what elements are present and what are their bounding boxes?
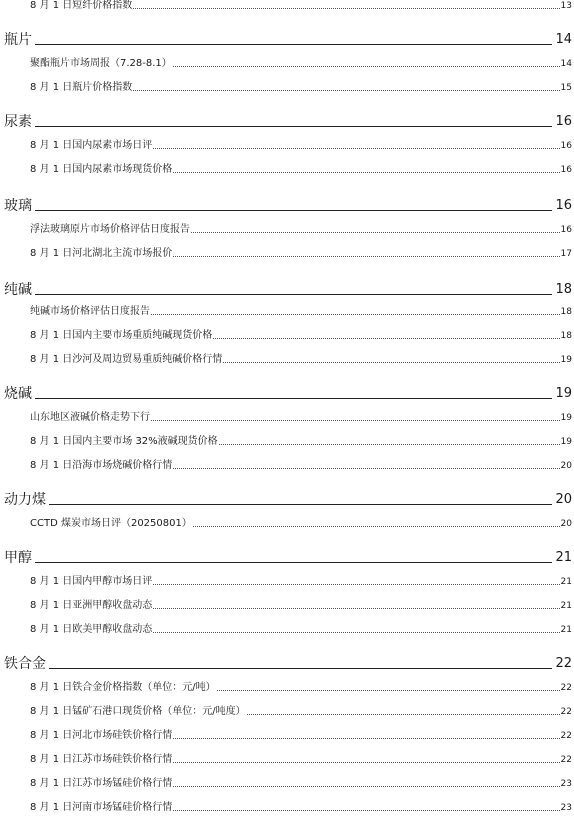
page-number: 19 [560, 413, 572, 423]
toc-section-heading[interactable] [4, 198, 572, 214]
page-number: 17 [560, 249, 572, 259]
leader-line [173, 762, 559, 763]
page-number: 23 [560, 779, 572, 789]
leader-line [193, 526, 560, 527]
page-number: 22 [560, 707, 572, 717]
entry-title: 8 月 1 日国内尿素市场现货价格 [30, 164, 173, 175]
page-number: 18 [560, 331, 572, 341]
entry-title: 8 月 1 日铁合金价格指数（单位：元/吨） [30, 682, 216, 693]
page-number: 16 [560, 225, 572, 235]
page-number: 19 [560, 437, 572, 447]
section-title: 甲醇 [4, 550, 32, 566]
leader-line [173, 810, 559, 811]
entry-title: 8 月 1 日锰矿石港口现货价格（单位：元/吨度） [30, 706, 246, 717]
leader-line [133, 90, 559, 91]
page-number: 19 [560, 355, 572, 365]
toc-section-heading[interactable] [4, 550, 572, 566]
leader-line [151, 314, 560, 315]
toc-entry[interactable] [30, 802, 572, 814]
page-number: 16 [555, 198, 572, 213]
page-number: 13 [560, 1, 572, 11]
toc-entry[interactable] [30, 58, 572, 70]
page-number: 22 [560, 755, 572, 765]
toc-entry[interactable] [30, 82, 572, 94]
leader-line [35, 562, 552, 563]
entry-title: 8 月 1 日河南市场锰硅价格行情 [30, 802, 173, 813]
toc-section-heading[interactable] [4, 386, 572, 402]
page-number: 21 [555, 550, 572, 565]
toc-entry[interactable] [30, 248, 572, 260]
toc-entry[interactable] [30, 706, 572, 718]
entry-title: 8 月 1 日河北湖北主流市场报价 [30, 248, 173, 259]
toc-section-heading[interactable] [4, 32, 572, 48]
toc-entry[interactable] [30, 460, 572, 472]
leader-line [173, 738, 559, 739]
leader-line [49, 668, 552, 669]
entry-title: 8 月 1 日河北市场硅铁价格行情 [30, 730, 173, 741]
leader-line [35, 210, 552, 211]
entry-title: 8 月 1 日江苏市场硅铁价格行情 [30, 754, 173, 765]
entry-title: 8 月 1 日江苏市场锰硅价格行情 [30, 778, 173, 789]
page-number: 16 [555, 114, 572, 129]
section-title: 尿素 [4, 114, 32, 130]
toc-entry[interactable] [30, 600, 572, 612]
leader-line [35, 294, 552, 295]
entry-title: 8 月 1 日国内主要市场重质纯碱现货价格 [30, 330, 213, 341]
toc-section-heading[interactable] [4, 656, 572, 672]
entry-title: 浮法玻璃原片市场价格评估日度报告 [30, 224, 190, 235]
section-title: 纯碱 [4, 282, 32, 298]
toc-entry[interactable] [30, 140, 572, 152]
toc-section-heading[interactable] [4, 492, 572, 508]
leader-line [173, 256, 559, 257]
entry-title: 8 月 1 日短纤价格指数 [30, 0, 133, 11]
toc-entry[interactable] [30, 624, 572, 636]
entry-title: CCTD 煤炭市场日评（20250801） [30, 518, 192, 529]
page-number: 19 [555, 386, 572, 401]
page-number: 16 [560, 165, 572, 175]
toc-entry[interactable] [30, 412, 572, 424]
leader-line [133, 8, 559, 9]
toc-entry[interactable] [30, 0, 572, 12]
toc-entry[interactable] [30, 754, 572, 766]
leader-line [173, 172, 559, 173]
page-number: 22 [560, 683, 572, 693]
entry-title: 8 月 1 日国内甲醇市场日评 [30, 576, 153, 587]
page-number: 23 [560, 803, 572, 813]
page-number: 22 [555, 656, 572, 671]
page-number: 20 [560, 461, 572, 471]
toc-entry[interactable] [30, 164, 572, 176]
toc-section-heading[interactable] [4, 114, 572, 130]
entry-title: 8 月 1 日国内尿素市场日评 [30, 140, 153, 151]
page-number: 21 [560, 577, 572, 587]
leader-line [191, 232, 560, 233]
page-number: 20 [555, 492, 572, 507]
toc-entry[interactable] [30, 778, 572, 790]
entry-title: 8 月 1 日亚洲甲醇收盘动态 [30, 600, 153, 611]
section-title: 铁合金 [4, 656, 46, 672]
leader-line [151, 420, 560, 421]
entry-title: 山东地区液碱价格走势下行 [30, 412, 150, 423]
leader-line [153, 148, 559, 149]
leader-line [247, 714, 560, 715]
toc-entry[interactable] [30, 354, 572, 366]
leader-line [153, 584, 559, 585]
page-number: 15 [560, 83, 572, 93]
leader-line [219, 444, 560, 445]
page-number: 14 [560, 59, 572, 69]
toc-entry[interactable] [30, 576, 572, 588]
page-number: 18 [560, 307, 572, 317]
page-number: 21 [560, 625, 572, 635]
entry-title: 纯碱市场价格评估日度报告 [30, 306, 150, 317]
section-title: 瓶片 [4, 32, 32, 48]
leader-line [217, 690, 560, 691]
toc-section-heading[interactable] [4, 282, 572, 298]
entry-title: 聚酯瓶片市场周报（7.28-8.1） [30, 58, 172, 69]
leader-line [173, 786, 559, 787]
toc-entry[interactable] [30, 330, 572, 342]
page-number: 16 [560, 141, 572, 151]
page-number: 21 [560, 601, 572, 611]
leader-line [173, 66, 560, 67]
toc-entry[interactable] [30, 224, 572, 236]
section-title: 玻璃 [4, 198, 32, 214]
page-number: 20 [560, 519, 572, 529]
section-title: 动力煤 [4, 492, 46, 508]
entry-title: 8 月 1 日沿海市场烧碱价格行情 [30, 460, 173, 471]
entry-title: 8 月 1 日沙河及周边贸易重质纯碱价格行情 [30, 354, 223, 365]
entry-title: 8 月 1 日国内主要市场 32%液碱现货价格 [30, 436, 218, 447]
entry-title: 8 月 1 日欧美甲醇收盘动态 [30, 624, 153, 635]
page-number: 18 [555, 282, 572, 297]
leader-line [35, 398, 552, 399]
leader-line [223, 362, 559, 363]
section-title: 烧碱 [4, 386, 32, 402]
leader-line [153, 608, 559, 609]
toc-entry[interactable] [30, 306, 572, 318]
toc-entry[interactable] [30, 682, 572, 694]
leader-line [213, 338, 559, 339]
page-number: 14 [555, 32, 572, 47]
leader-line [173, 468, 559, 469]
toc-entry[interactable] [30, 436, 572, 448]
toc-entry[interactable] [30, 730, 572, 742]
entry-title: 8 月 1 日瓶片价格指数 [30, 82, 133, 93]
toc-entry[interactable] [30, 518, 572, 530]
leader-line [49, 504, 552, 505]
leader-line [153, 632, 559, 633]
leader-line [35, 126, 552, 127]
page-number: 22 [560, 731, 572, 741]
leader-line [35, 44, 552, 45]
